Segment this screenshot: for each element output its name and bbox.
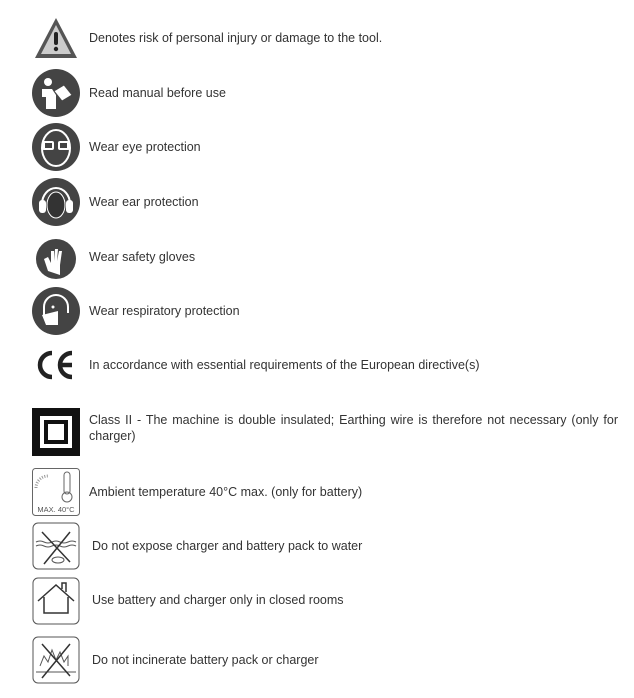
max-temperature-icon xyxy=(32,468,80,516)
ce-mark-icon xyxy=(32,341,80,389)
class-ii-icon xyxy=(32,408,80,456)
symbol-text: In accordance with essential requirements of the European directive(s) xyxy=(89,358,480,372)
symbol-text: Wear safety gloves xyxy=(89,250,196,264)
symbol-text: Wear ear protection xyxy=(89,195,199,209)
symbol-text: Do not expose charger and battery pack to water xyxy=(92,539,363,553)
symbol-text: Do not incinerate battery pack or charger xyxy=(92,653,319,667)
no-fire-icon xyxy=(32,636,80,684)
no-water-icon xyxy=(32,522,80,570)
symbol-text: Use battery and charger only in closed rooms xyxy=(92,593,344,607)
ear-protection-icon xyxy=(32,178,80,226)
symbol-text: Class II - The machine is double insulated; Earthing wire is therefore not necessary (only for charger) xyxy=(89,413,618,443)
symbol-text: Wear respiratory protection xyxy=(89,304,240,318)
icon-label: MAX. 40°C xyxy=(37,505,75,514)
symbol-text: Denotes risk of personal injury or damage to the tool. xyxy=(89,31,383,45)
symbol-text: Ambient temperature 40°C max. (only for battery) xyxy=(89,485,363,499)
warning-triangle-icon xyxy=(32,14,80,62)
read-manual-icon xyxy=(32,69,80,117)
indoor-use-icon xyxy=(32,577,80,625)
safety-gloves-icon xyxy=(32,235,80,283)
eye-protection-icon xyxy=(32,123,80,171)
respiratory-protection-icon xyxy=(32,287,80,335)
symbol-text: Read manual before use xyxy=(89,86,226,100)
symbol-text: Wear eye protection xyxy=(89,140,201,154)
